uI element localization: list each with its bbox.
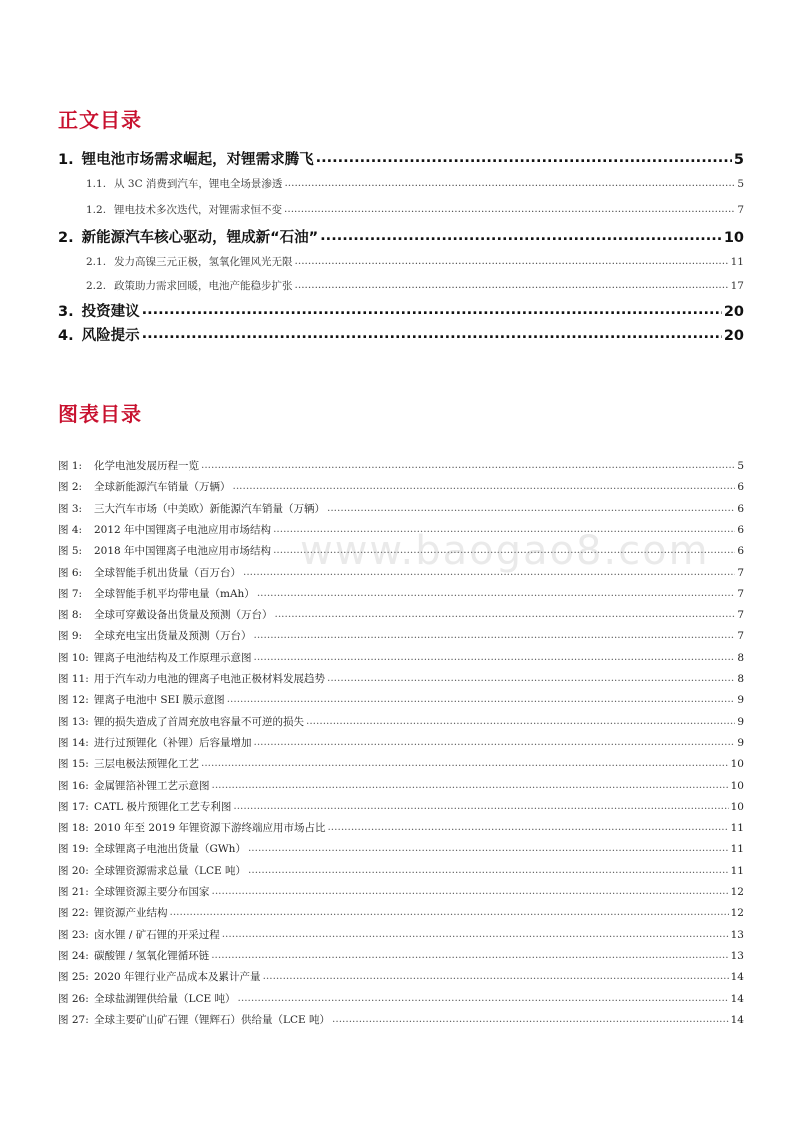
figure-entry-label: 图 23:: [58, 928, 89, 941]
toc-entry-number: 1.1.: [86, 178, 107, 190]
figure-entry-label: 图 18:: [58, 822, 89, 835]
figure-entry[interactable]: [58, 778, 744, 793]
figure-entry-page: 6: [737, 523, 744, 536]
figure-entry-title: 全球可穿戴设备出货量及预测（万台）: [94, 609, 273, 622]
figure-entry-page: 5: [737, 460, 744, 472]
dot-leader: [327, 821, 728, 832]
figure-entry-label: 图 24:: [58, 949, 89, 962]
figure-entry-page: 13: [730, 928, 744, 941]
figure-entry-title: 全球主要矿山矿石锂（锂辉石）供给量（LCE 吨）: [94, 1013, 331, 1026]
toc-entry[interactable]: [58, 226, 744, 247]
toc-entry-page: 20: [723, 304, 744, 320]
figure-entry-label: 图 12:: [58, 694, 89, 707]
figure-entry-label: 图 11:: [58, 673, 89, 685]
figure-entry-title: 金属锂箔补锂工艺示意图: [94, 779, 210, 792]
figure-entry-page: 11: [730, 864, 744, 877]
figure-entry-label: 图 17:: [58, 800, 89, 813]
figure-entry-label: 图 16:: [58, 779, 89, 792]
dot-leader: [254, 735, 736, 746]
figure-entry[interactable]: [58, 927, 744, 942]
figure-entry-label: 图 22:: [58, 907, 89, 920]
main-toc-title: 正文目录: [58, 108, 142, 132]
toc-entry-page: 20: [723, 328, 744, 344]
figure-entry-page: 9: [737, 736, 744, 749]
toc-entry-number: 4.: [58, 328, 74, 344]
toc-entry-page: 5: [737, 178, 744, 190]
figure-entry-page: 9: [737, 715, 744, 728]
dot-leader: [233, 480, 736, 491]
figure-entry-title: 2010 年至 2019 年锂资源下游终端应用市场占比: [94, 822, 326, 835]
watermark: www.baogao8.com: [300, 528, 710, 574]
dot-leader: [275, 608, 736, 619]
figure-entry-title: 锂资源产业结构: [94, 907, 168, 920]
dot-leader: [332, 1012, 729, 1023]
figure-entry-label: 图 8:: [58, 609, 83, 622]
figure-entry[interactable]: [58, 692, 744, 707]
figure-entry-label: 图 27:: [58, 1013, 89, 1026]
figure-entry[interactable]: [58, 756, 744, 771]
figure-entry-title: 全球锂资源主要分布国家: [94, 886, 210, 898]
figure-entry[interactable]: [58, 948, 744, 963]
figure-entry[interactable]: [58, 565, 744, 580]
toc-entry-title: 政策助力需求回暖，电池产能稳步扩张: [114, 280, 293, 292]
figure-entry-label: 图 2:: [58, 481, 83, 494]
figure-entry-page: 9: [737, 694, 744, 707]
dot-leader: [142, 302, 722, 317]
figure-entry-title: 三大汽车市场（中美欧）新能源汽车销量（万辆）: [94, 502, 325, 515]
toc-entry[interactable]: [58, 202, 744, 217]
toc-entry[interactable]: [58, 278, 744, 293]
dot-leader: [238, 991, 729, 1002]
figure-entry-title: 锂的损失造成了首周充放电容量不可逆的损失: [94, 715, 304, 728]
dot-leader: [284, 203, 735, 214]
figure-entry-label: 图 21:: [58, 886, 89, 898]
toc-entry-title: 风险提示: [81, 328, 140, 344]
figure-entry[interactable]: [58, 501, 744, 516]
toc-entry-number: 1.: [58, 152, 74, 168]
figure-entry[interactable]: [58, 650, 744, 665]
figure-entry[interactable]: [58, 735, 744, 750]
figure-entry-page: 6: [737, 545, 744, 558]
toc-entry-number: 2.1.: [86, 256, 107, 268]
toc-entry-page: 7: [737, 204, 744, 216]
figure-entry-page: 10: [730, 779, 744, 792]
toc-entry[interactable]: [58, 254, 744, 269]
dot-leader: [320, 228, 722, 243]
dot-leader: [257, 586, 736, 597]
dot-leader: [212, 885, 729, 896]
dot-leader: [284, 177, 735, 188]
figure-entry-page: 12: [730, 907, 744, 920]
figure-entry[interactable]: [58, 458, 744, 473]
figure-entry[interactable]: [58, 671, 744, 686]
figure-entry[interactable]: [58, 905, 744, 920]
figure-entry[interactable]: [58, 628, 744, 643]
figure-entry-page: 7: [737, 609, 744, 622]
figure-entry-title: 全球盐湖锂供给量（LCE 吨）: [94, 992, 236, 1005]
figure-entry-title: 三层电极法预锂化工艺: [94, 758, 199, 771]
figure-entry-label: 图 19:: [58, 843, 89, 856]
figure-entry-page: 14: [730, 992, 744, 1005]
dot-leader: [316, 150, 732, 165]
figure-entry-label: 图 3:: [58, 502, 83, 515]
dot-leader: [142, 326, 722, 341]
dot-leader: [263, 970, 729, 981]
dot-leader: [327, 672, 735, 683]
dot-leader: [295, 279, 729, 290]
toc-entry-page: 5: [733, 152, 744, 168]
toc-entry-page: 10: [723, 230, 744, 246]
figure-entry-page: 10: [730, 800, 744, 813]
toc-entry-page: 17: [730, 280, 744, 292]
figure-entry-title: 化学电池发展历程一览: [94, 460, 199, 472]
figure-entry-title: 2018 年中国锂离子电池应用市场结构: [94, 545, 272, 558]
toc-entry[interactable]: [58, 324, 744, 345]
dot-leader: [201, 459, 735, 470]
figure-entry-page: 11: [730, 822, 744, 835]
dot-leader: [327, 501, 735, 512]
figure-entry[interactable]: [58, 522, 744, 537]
figure-entry-label: 图 1:: [58, 460, 83, 472]
figure-entry-label: 图 14:: [58, 736, 89, 749]
figure-entry-page: 8: [737, 673, 744, 685]
figure-entry[interactable]: [58, 841, 744, 856]
figure-entry-label: 图 9:: [58, 630, 83, 643]
toc-entry-number: 2.: [58, 230, 74, 246]
figure-entry-label: 图 25:: [58, 971, 89, 984]
figure-toc-title: 图表目录: [58, 402, 142, 426]
dot-leader: [254, 629, 736, 640]
dot-leader: [227, 693, 736, 704]
toc-entry-title: 锂电池市场需求崛起，对锂需求腾飞: [81, 152, 314, 168]
figure-entry-page: 12: [730, 886, 744, 898]
dot-leader: [248, 863, 729, 874]
figure-entry-title: 碳酸锂 / 氢氧化锂循环链: [94, 949, 210, 962]
figure-entry[interactable]: [58, 714, 744, 729]
figure-entry-label: 图 6:: [58, 566, 83, 579]
figure-entry[interactable]: [58, 479, 744, 494]
figure-entry-page: 10: [730, 758, 744, 771]
figure-entry-title: 全球充电宝出货量及预测（万台）: [94, 630, 252, 643]
figure-entry-title: 2012 年中国锂离子电池应用市场结构: [94, 523, 272, 536]
figure-entry[interactable]: [58, 863, 744, 878]
dot-leader: [233, 799, 728, 810]
dot-leader: [248, 842, 729, 853]
toc-entry[interactable]: [58, 148, 744, 169]
toc-entry-title: 投资建议: [81, 304, 140, 320]
toc-entry-number: 1.2.: [86, 204, 107, 216]
figure-entry-label: 图 13:: [58, 715, 89, 728]
dot-leader: [306, 714, 735, 725]
figure-entry-title: 全球智能手机平均带电量（mAh）: [94, 587, 255, 600]
figure-entry-label: 图 5:: [58, 545, 83, 558]
toc-entry-page: 11: [730, 256, 744, 268]
figure-entry-label: 图 10:: [58, 651, 89, 664]
figure-entry[interactable]: [58, 969, 744, 984]
toc-entry-title: 锂电技术多次迭代，对锂需求恒不变: [114, 204, 283, 216]
toc-entry-number: 2.2.: [86, 280, 107, 292]
figure-entry-title: 全球智能手机出货量（百万台）: [94, 566, 241, 579]
toc-entry-number: 3.: [58, 304, 74, 320]
dot-leader: [201, 757, 729, 768]
figure-entry-label: 图 4:: [58, 523, 83, 536]
figure-entry-title: 卤水锂 / 矿石锂的开采过程: [94, 928, 220, 941]
figure-entry-label: 图 20:: [58, 864, 89, 877]
toc-entry-title: 发力高镍三元正极，氢氧化锂风光无限: [114, 256, 293, 268]
figure-entry-page: 14: [730, 971, 744, 984]
figure-entry-page: 7: [737, 566, 744, 579]
dot-leader: [295, 255, 729, 266]
figure-entry-page: 7: [737, 587, 744, 600]
figure-entry-page: 6: [737, 502, 744, 515]
dot-leader: [170, 906, 729, 917]
figure-entry[interactable]: [58, 991, 744, 1006]
figure-entry-page: 14: [730, 1013, 744, 1026]
dot-leader: [211, 948, 728, 959]
toc-entry[interactable]: [58, 176, 744, 191]
toc-entry-title: 从 3C 消费到汽车，锂电全场景渗透: [114, 178, 283, 190]
figure-entry-page: 6: [737, 481, 744, 494]
figure-entry[interactable]: [58, 607, 744, 622]
figure-entry-title: 全球锂离子电池出货量（GWh）: [94, 843, 246, 856]
figure-entry-title: CATL 极片预锂化工艺专利图: [94, 800, 232, 813]
figure-entry-title: 全球锂资源需求总量（LCE 吨）: [94, 864, 247, 877]
figure-entry[interactable]: [58, 586, 744, 601]
figure-entry-label: 图 15:: [58, 758, 89, 771]
dot-leader: [273, 522, 735, 533]
figure-entry-label: 图 26:: [58, 992, 89, 1005]
dot-leader: [273, 544, 735, 555]
figure-entry[interactable]: [58, 1012, 744, 1027]
toc-entry-title: 新能源汽车核心驱动，锂成新“石油”: [81, 230, 319, 246]
dot-leader: [212, 778, 729, 789]
figure-entry-page: 13: [730, 949, 744, 962]
figure-entry[interactable]: [58, 820, 744, 835]
figure-entry-title: 2020 年锂行业产品成本及累计产量: [94, 971, 261, 984]
dot-leader: [254, 650, 736, 661]
figure-entry-title: 锂离子电池中 SEI 膜示意图: [94, 694, 225, 707]
figure-entry-label: 图 7:: [58, 587, 83, 600]
figure-entry-title: 全球新能源汽车销量（万辆）: [94, 481, 231, 494]
dot-leader: [243, 565, 735, 576]
figure-entry-page: 7: [737, 630, 744, 643]
figure-entry-page: 11: [730, 843, 744, 856]
figure-entry-title: 锂离子电池结构及工作原理示意图: [94, 651, 252, 664]
figure-entry-page: 8: [737, 651, 744, 664]
figure-entry[interactable]: [58, 543, 744, 558]
figure-entry[interactable]: [58, 884, 744, 899]
figure-entry-title: 进行过预锂化（补锂）后容量增加: [94, 736, 252, 749]
toc-entry[interactable]: [58, 300, 744, 321]
figure-entry-title: 用于汽车动力电池的锂离子电池正极材料发展趋势: [94, 673, 325, 685]
dot-leader: [222, 927, 729, 938]
figure-entry[interactable]: [58, 799, 744, 814]
